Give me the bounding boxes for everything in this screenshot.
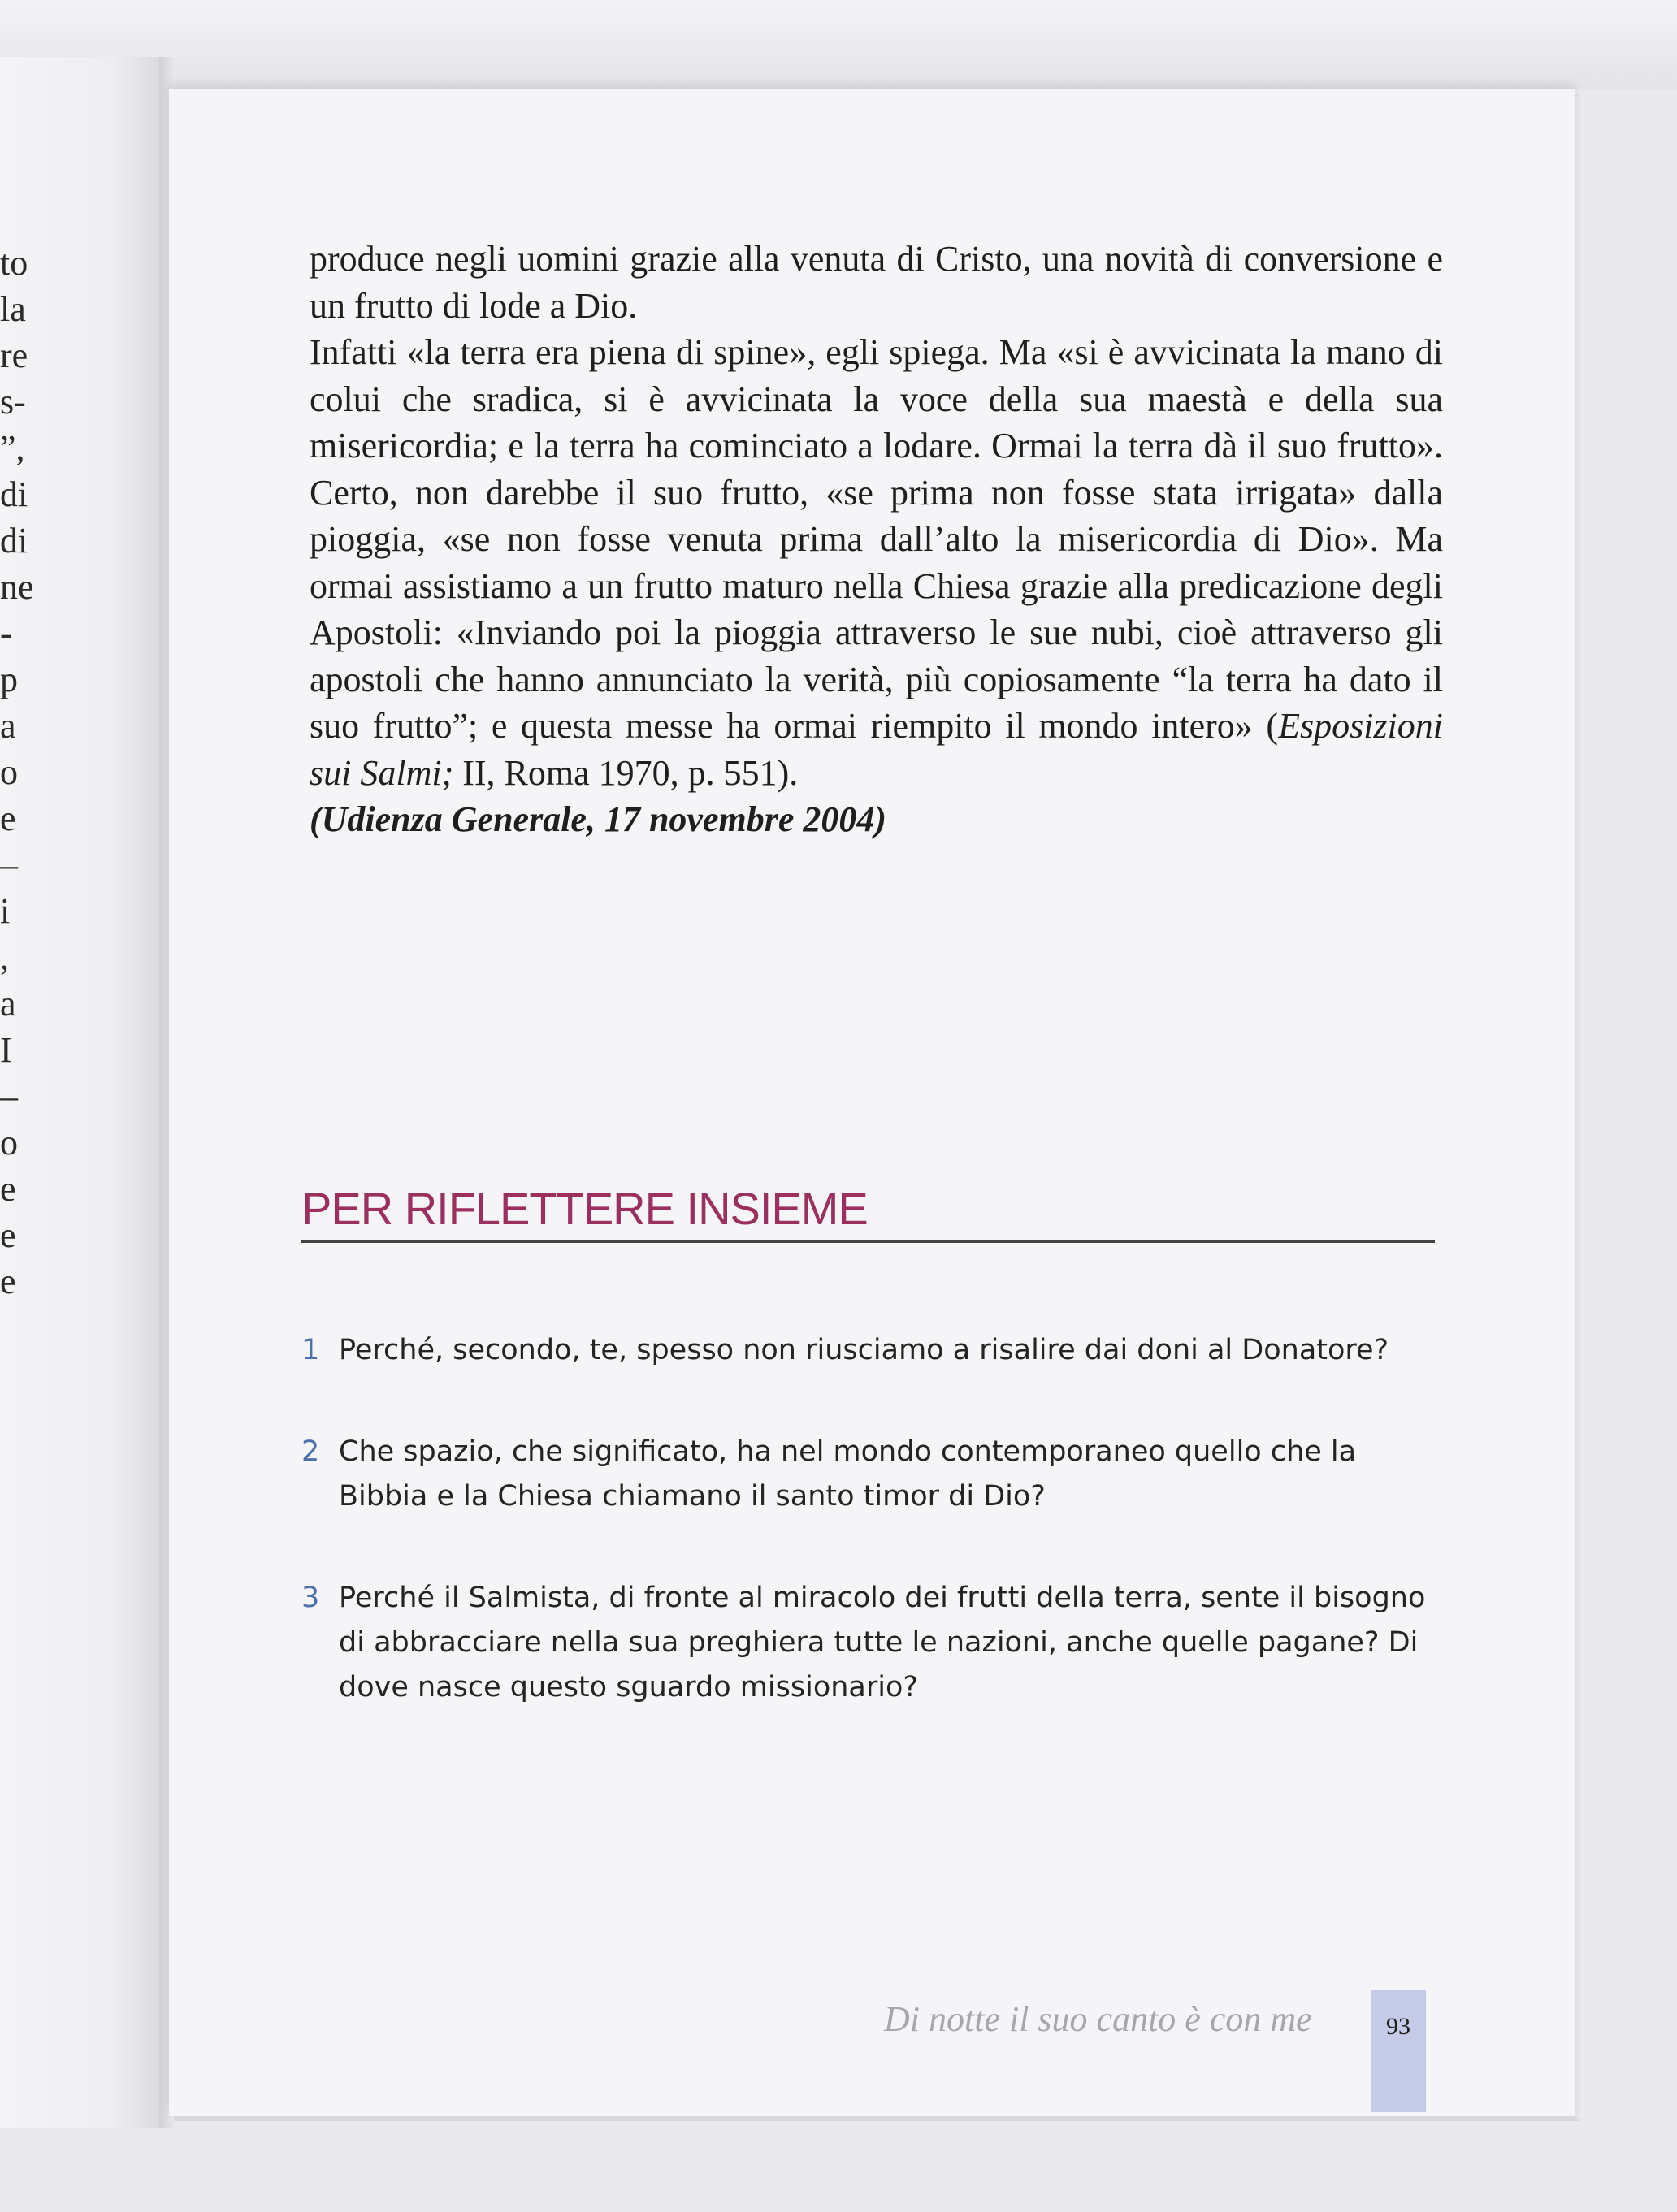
left-fragment: to: [0, 243, 28, 283]
paragraph-2-main: Infatti «la terra era piena di spine», egli spiega. Ma «si è avvicinata la mano di colui che sradica, si è avvicinata la voce della sua maestà e della sua misericordia; e la terra ha cominciato a lodare. Ormai la terra dà il suo frutto». Certo, non darebbe il suo frutto, «se prima non fosse stata irrigata» dalla pioggia, «se non fosse venuta prima dall’alto la misericordia di Dio». Ma ormai assistiamo a un frutto maturo nella Chiesa grazie alla predicazione degli Apostoli: «Inviando poi la pioggia attraverso le sue nubi, cioè attraverso gli apostoli che hanno annunciato la verità, più copiosamente “la terra ha dato il suo frutto”; e questa messe ha ormai riempito il mondo intero» (: [310, 332, 1443, 746]
left-page-text-fragments: [0, 240, 34, 1305]
left-fragment: ne: [0, 567, 34, 607]
heading-rule: [301, 1240, 1435, 1243]
left-fragment: –: [0, 845, 18, 885]
left-fragment: re: [0, 335, 28, 375]
left-fragment: I: [0, 1030, 12, 1070]
left-fragment: a: [0, 706, 16, 746]
left-fragment: e: [0, 799, 16, 838]
question-text: Perché, secondo, te, spesso non riusciamo a risalire dai doni al Donatore?: [339, 1334, 1389, 1366]
left-page: [0, 57, 164, 2128]
question-3: [301, 1576, 1443, 1710]
question-number: 2: [301, 1435, 320, 1468]
page-number-tab: [1371, 1990, 1426, 2112]
left-fragment: e: [0, 1215, 16, 1255]
left-fragment: o: [0, 752, 18, 792]
page-number: 93: [1386, 2013, 1410, 2040]
left-fragment: i: [0, 891, 11, 931]
questions-list: [301, 1328, 1443, 1767]
question-number: 1: [301, 1334, 320, 1366]
attribution: (Udienza Generale, 17 novembre 2004): [310, 799, 887, 839]
paragraph-1: produce negli uomini grazie alla venuta di Cristo, una novità di conversione e un frutto di lode a Dio.: [310, 239, 1443, 326]
scanner-background: [0, 0, 1677, 89]
page-edge: [1575, 96, 1584, 2119]
citation-rest: II, Roma 1970, p. 551).: [453, 752, 799, 793]
left-fragment: e: [0, 1169, 16, 1209]
question-text: Che spazio, che significato, ha nel mondo contemporaneo quello che la Bibbia e la Chiesa chiamano il santo timor di Dio?: [339, 1435, 1357, 1513]
section-heading: PER RIFLETTERE INSIEME: [301, 1183, 868, 1234]
question-2: [301, 1430, 1443, 1519]
paragraph-2: [310, 329, 1443, 796]
body-text: [310, 236, 1443, 843]
left-fragment: di: [0, 474, 28, 514]
left-fragment: –: [0, 1076, 18, 1116]
left-fragment: ”,: [0, 428, 25, 468]
left-fragment: e: [0, 1262, 16, 1301]
left-fragment: a: [0, 984, 16, 1024]
question-text: Perché il Salmista, di fronte al miracolo dei frutti della terra, sente il bisogno di abbracciare nella sua preghiera tutte le nazioni, anche quelle pagane? Di dove nasce questo sguardo missionario?: [339, 1582, 1426, 1703]
left-fragment: di: [0, 521, 28, 561]
left-fragment: la: [0, 289, 26, 329]
citation-work: Esposizioni sui Salmi;: [310, 706, 1443, 793]
left-fragment: s-: [0, 382, 26, 422]
left-fragment: ,: [0, 937, 9, 977]
question-1: [301, 1328, 1443, 1373]
left-fragment: -: [0, 613, 12, 653]
left-fragment: p: [0, 660, 18, 699]
question-number: 3: [301, 1582, 320, 1614]
left-fragment: o: [0, 1123, 18, 1162]
running-title: Di notte il suo canto è con me: [884, 1999, 1312, 2039]
